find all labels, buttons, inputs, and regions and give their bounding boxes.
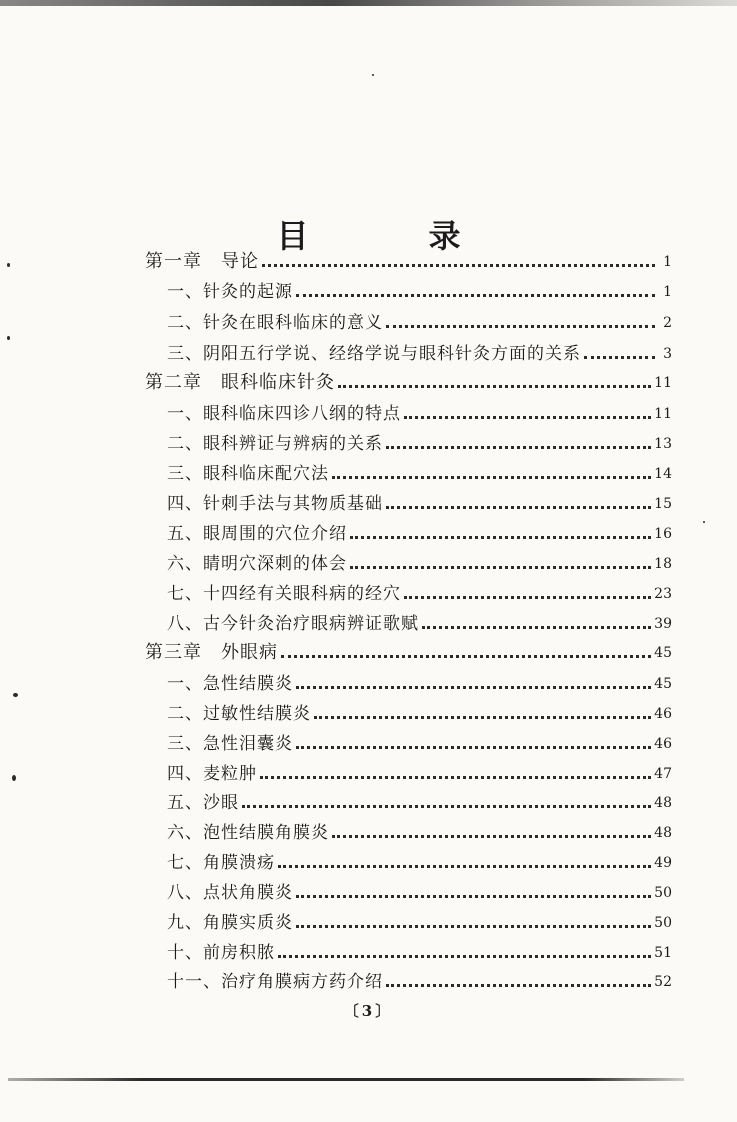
toc-entry-page: 46 — [654, 706, 672, 722]
toc-entry-title: 二、过敏性结膜炎 — [167, 704, 311, 724]
toc-entry[interactable] — [167, 428, 672, 454]
toc-entry-title: 十一、治疗角膜病方药介绍 — [167, 972, 383, 992]
scan-speck — [12, 775, 16, 781]
toc-entry-page: 45 — [654, 676, 672, 692]
toc-entry-title: 第二章 眼科临床针灸 — [145, 372, 335, 393]
toc-entry[interactable] — [145, 367, 672, 393]
toc-entry-title: 九、角膜实质炎 — [167, 913, 293, 933]
toc-entry-page: 1 — [663, 254, 672, 270]
toc-entry[interactable] — [167, 578, 672, 604]
toc-entry-page: 13 — [654, 436, 672, 452]
scan-speck — [7, 336, 10, 340]
toc-entry-title: 一、针灸的起源 — [167, 282, 293, 302]
dot-leader — [404, 416, 651, 419]
toc-entry-title: 四、针刺手法与其物质基础 — [167, 494, 383, 514]
toc-entry[interactable] — [167, 817, 672, 843]
toc-entry-title: 一、眼科临床四诊八纲的特点 — [167, 404, 401, 424]
toc-entry[interactable] — [167, 966, 672, 992]
toc-entry-page: 52 — [654, 974, 672, 990]
toc-entry-page: 51 — [654, 945, 672, 961]
toc-entry-page: 11 — [654, 375, 672, 391]
toc-entry-page: 23 — [654, 586, 672, 602]
toc-entry-page: 47 — [654, 766, 672, 782]
toc-entry[interactable] — [167, 877, 672, 903]
toc-entry[interactable] — [167, 458, 672, 484]
dot-leader — [386, 506, 651, 509]
dot-leader — [386, 984, 651, 987]
toc-entry-page: 50 — [654, 885, 672, 901]
toc-entry-title: 五、眼周围的穴位介绍 — [167, 524, 347, 544]
toc-entry-page: 48 — [654, 825, 672, 841]
dot-leader — [260, 776, 651, 779]
dot-leader — [296, 686, 651, 689]
toc-entry[interactable] — [167, 307, 672, 333]
dot-leader — [242, 805, 651, 808]
toc-entry[interactable] — [167, 698, 672, 724]
toc-entry-page: 15 — [654, 496, 672, 512]
dot-leader — [332, 476, 651, 479]
dot-leader — [262, 264, 655, 267]
toc-entry-title: 十、前房积脓 — [167, 943, 275, 963]
page-number: 〔3〕 — [343, 1002, 394, 1020]
dot-leader — [386, 446, 651, 449]
toc-entry-page: 46 — [654, 736, 672, 752]
toc-entry-title: 第三章 外眼病 — [145, 642, 278, 663]
dot-leader — [338, 385, 651, 388]
dot-leader — [350, 566, 651, 569]
toc-entry[interactable] — [167, 907, 672, 933]
toc-entry[interactable] — [167, 518, 672, 544]
toc-entry[interactable] — [145, 637, 672, 663]
scan-speck — [372, 74, 374, 76]
toc-entry-page: 48 — [654, 795, 672, 811]
toc-entry[interactable] — [145, 246, 672, 272]
scan-top-edge — [0, 0, 737, 6]
toc-entry-page: 3 — [663, 346, 672, 362]
toc-entry-title: 一、急性结膜炎 — [167, 674, 293, 694]
toc-entry[interactable] — [167, 758, 672, 784]
toc-entry-title: 二、针灸在眼科临床的意义 — [167, 313, 383, 333]
toc-entry-title: 五、沙眼 — [167, 793, 239, 813]
toc-entry-title: 第一章 导论 — [145, 251, 259, 272]
dot-leader — [350, 536, 651, 539]
toc-entry[interactable] — [167, 548, 672, 574]
toc-entry-title: 三、急性泪囊炎 — [167, 734, 293, 754]
toc-entry[interactable] — [167, 847, 672, 873]
dot-leader — [278, 865, 651, 868]
toc-entry-page: 16 — [654, 526, 672, 542]
toc-entry-page: 18 — [654, 556, 672, 572]
toc-entry[interactable] — [167, 937, 672, 963]
dot-leader — [281, 655, 651, 658]
dot-leader — [386, 325, 655, 328]
toc-entry-title: 八、古今针灸治疗眼病辨证歌赋 — [167, 614, 419, 634]
toc-entry-page: 11 — [654, 406, 672, 422]
dot-leader — [332, 835, 651, 838]
toc-entry-title: 三、眼科临床配穴法 — [167, 464, 329, 484]
scan-speck — [7, 263, 10, 267]
toc-entry-page: 49 — [654, 855, 672, 871]
toc-entry-page: 50 — [654, 915, 672, 931]
toc-entry[interactable] — [167, 398, 672, 424]
toc-entry[interactable] — [167, 728, 672, 754]
toc-entry-title: 六、泡性结膜角膜炎 — [167, 823, 329, 843]
dot-leader — [296, 925, 651, 928]
scan-speck — [13, 693, 18, 697]
toc-entry[interactable] — [167, 668, 672, 694]
toc-entry[interactable] — [167, 608, 672, 634]
toc-entry-title: 八、点状角膜炎 — [167, 883, 293, 903]
toc-entry-page: 14 — [654, 466, 672, 482]
toc-entry[interactable] — [167, 787, 672, 813]
toc-entry-title: 七、角膜溃疡 — [167, 853, 275, 873]
scan-speck — [703, 521, 705, 523]
page-title: 目 录 — [276, 217, 505, 256]
toc-entry[interactable] — [167, 338, 672, 364]
dot-leader — [296, 294, 655, 297]
toc-entry-title: 三、阴阳五行学说、经络学说与眼科针灸方面的关系 — [167, 344, 581, 364]
toc-entry-title: 七、十四经有关眼科病的经穴 — [167, 584, 401, 604]
toc-entry-page: 39 — [654, 616, 672, 632]
dot-leader — [296, 895, 651, 898]
toc-entry-page: 2 — [663, 315, 672, 331]
dot-leader — [422, 626, 651, 629]
dot-leader — [584, 356, 655, 359]
toc-entry-title: 六、睛明穴深刺的体会 — [167, 554, 347, 574]
toc-entry-title: 二、眼科辨证与辨病的关系 — [167, 434, 383, 454]
dot-leader — [278, 955, 651, 958]
dot-leader — [296, 746, 651, 749]
dot-leader — [314, 716, 651, 719]
dot-leader — [404, 596, 651, 599]
scan-bottom-edge — [8, 1078, 684, 1081]
toc-entry-page: 1 — [663, 284, 672, 300]
toc-entry-title: 四、麦粒肿 — [167, 764, 257, 784]
toc-entry-page: 45 — [654, 645, 672, 661]
toc-entry[interactable] — [167, 276, 672, 302]
toc-entry[interactable] — [167, 488, 672, 514]
